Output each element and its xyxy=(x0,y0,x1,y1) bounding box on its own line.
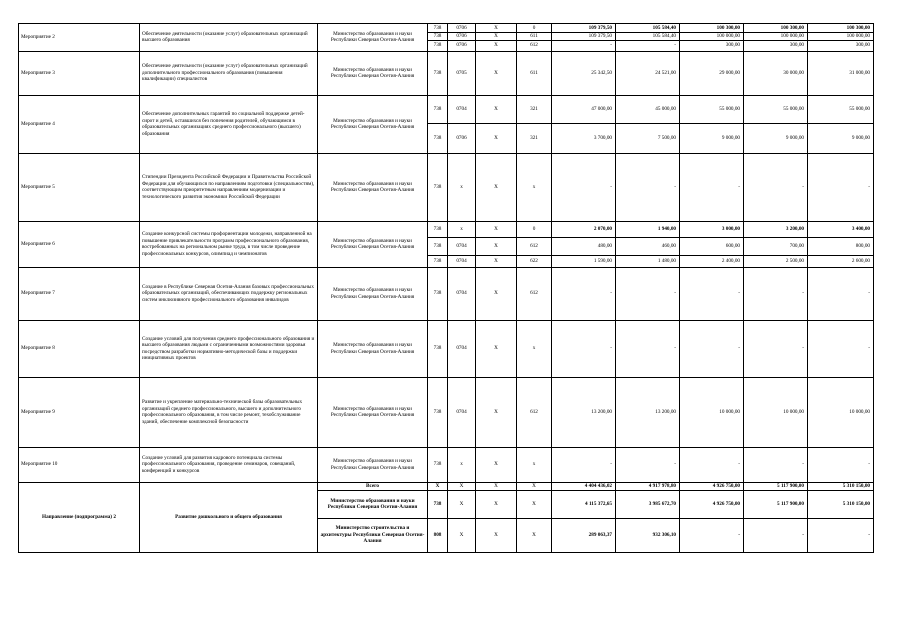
amount-cell: 10 000,00 xyxy=(808,377,874,447)
amount-cell: 4 917 978,80 xyxy=(616,482,680,490)
amount-cell: 3 000,00 xyxy=(680,221,744,237)
activity-name: Мероприятие 9 xyxy=(19,377,140,447)
amount-cell: 105 584,40 xyxy=(616,24,680,33)
code-grbs: 738 xyxy=(428,24,448,33)
code-vr: х xyxy=(517,153,552,221)
table-row xyxy=(19,267,874,320)
code-cs: Х xyxy=(476,490,517,518)
executor: Министерство образования и науки Республики Северная Осетия-Алания xyxy=(318,377,428,447)
code-vr: х xyxy=(517,320,552,377)
activity-description: Создание условий для получения среднего профессионального образования и высшего образования людьми с ограниченными возможностями здоровья посредством разработки нормативно-методической базы и поддержки инициативных проектов xyxy=(140,320,318,377)
code-cs: Х xyxy=(476,33,517,41)
code-grbs: 738 xyxy=(428,447,448,482)
activity-name: Мероприятие 8 xyxy=(19,320,140,377)
code-vr: 612 xyxy=(517,237,552,255)
amount-cell: - xyxy=(680,447,744,482)
code-rz: х xyxy=(448,221,476,237)
executor: Министерство образования и науки Республики Северная Осетия-Алания xyxy=(318,51,428,95)
amount-cell: 29 000,00 xyxy=(680,51,744,95)
code-rz: Х xyxy=(448,482,476,490)
executor: Министерство образования и науки Республики Северная Осетия-Алания xyxy=(318,267,428,320)
amount-cell: - xyxy=(680,320,744,377)
amount-cell: 1 590,00 xyxy=(552,255,616,267)
amount-cell: - xyxy=(744,267,808,320)
activity-description: Создание условий для развития кадрового потенциала системы профессионального образования, проведение семинаров, совещаний, конференций и конкурсов xyxy=(140,447,318,482)
amount-cell: 4 115 372,65 xyxy=(552,490,616,518)
code-cs: Х xyxy=(476,24,517,33)
code-grbs: 738 xyxy=(428,267,448,320)
amount-cell: 5 117 900,00 xyxy=(744,482,808,490)
table-row xyxy=(19,221,874,237)
table-row xyxy=(19,51,874,95)
executor: Министерство строительства и архитектуры Республики Северная Осетия-Алания xyxy=(318,518,428,552)
code-rz: 0706 xyxy=(448,24,476,33)
amount-cell: - xyxy=(744,153,808,221)
code-rz: 0706 xyxy=(448,40,476,51)
amount-cell: 5 117 900,00 xyxy=(744,490,808,518)
amount-cell: - xyxy=(744,518,808,552)
code-rz: 0704 xyxy=(448,267,476,320)
code-grbs: 738 xyxy=(428,123,448,153)
code-rz: 0704 xyxy=(448,255,476,267)
amount-cell: 5 310 150,00 xyxy=(808,482,874,490)
code-grbs: 808 xyxy=(428,518,448,552)
amount-cell: - xyxy=(744,320,808,377)
amount-cell: - xyxy=(680,518,744,552)
amount-cell: 47 000,00 xyxy=(552,95,616,123)
amount-cell: 300,00 xyxy=(808,40,874,51)
amount-cell: 31 000,00 xyxy=(808,51,874,95)
code-cs: Х xyxy=(476,267,517,320)
amount-cell: 289 063,37 xyxy=(552,518,616,552)
amount-cell: - xyxy=(808,518,874,552)
amount-cell: - xyxy=(616,153,680,221)
amount-cell: 9 000,00 xyxy=(744,123,808,153)
amount-cell: 109 379,50 xyxy=(552,33,616,41)
executor: Министерство образования и науки Республики Северная Осетия-Алания xyxy=(318,320,428,377)
amount-cell: 100 300,00 xyxy=(744,24,808,33)
amount-cell: 2 500,00 xyxy=(744,255,808,267)
amount-cell: 4 926 750,00 xyxy=(680,482,744,490)
amount-cell: 600,00 xyxy=(680,237,744,255)
executor: Министерство образования и науки Республики Северная Осетия-Алания xyxy=(318,221,428,267)
activity-name: Мероприятие 5 xyxy=(19,153,140,221)
amount-cell: 10 000,00 xyxy=(744,377,808,447)
budget-table xyxy=(18,23,874,553)
code-vr: х xyxy=(517,447,552,482)
amount-cell: 55 000,00 xyxy=(680,95,744,123)
amount-cell: 9 000,00 xyxy=(808,123,874,153)
amount-cell: - xyxy=(616,447,680,482)
amount-cell: - xyxy=(616,320,680,377)
amount-cell: - xyxy=(552,267,616,320)
amount-cell: - xyxy=(616,267,680,320)
code-vr: 321 xyxy=(517,123,552,153)
code-vr: Х xyxy=(517,482,552,490)
amount-cell: 300,00 xyxy=(744,40,808,51)
amount-cell: 109 379,50 xyxy=(552,24,616,33)
amount-cell: 1 940,00 xyxy=(616,221,680,237)
code-vr: Х xyxy=(517,490,552,518)
amount-cell: 55 000,00 xyxy=(808,95,874,123)
code-grbs: 738 xyxy=(428,320,448,377)
code-grbs: 738 xyxy=(428,40,448,51)
amount-cell: - xyxy=(680,153,744,221)
amount-cell: - xyxy=(616,40,680,51)
activity-description: Обеспечение дополнительных гарантий по социальной поддержке детей-сирот и детей, оставшихся без попечения родителей, обучающимся в образовательных организациях среднего профессионального (высшего) образования xyxy=(140,95,318,153)
direction-description: Развитие дошкольного и общего образования xyxy=(140,482,318,552)
amount-cell: 55 000,00 xyxy=(744,95,808,123)
code-cs: Х xyxy=(476,255,517,267)
code-rz: Х xyxy=(448,518,476,552)
executor: Всего xyxy=(318,482,428,490)
table-row xyxy=(19,320,874,377)
table-row xyxy=(19,153,874,221)
code-cs: Х xyxy=(476,518,517,552)
activity-description: Стипендии Президента Российской Федерации и Правительства Российской Федерации для обучающихся по направлениям подготовки (специальностям), соответствующим приоритетным направлениям модернизации и технологического развития экономики Российской Федерации xyxy=(140,153,318,221)
code-cs: Х xyxy=(476,123,517,153)
executor: Министерство образования и науки Республики Северная Осетия-Алания xyxy=(318,447,428,482)
amount-cell: 10 000,00 xyxy=(680,377,744,447)
amount-cell: 700,00 xyxy=(744,237,808,255)
activity-name: Мероприятие 10 xyxy=(19,447,140,482)
code-vr: 611 xyxy=(517,51,552,95)
code-vr: 622 xyxy=(517,255,552,267)
amount-cell: - xyxy=(552,40,616,51)
code-cs: Х xyxy=(476,447,517,482)
amount-cell: 3 200,00 xyxy=(744,221,808,237)
amount-cell: 3 985 672,70 xyxy=(616,490,680,518)
code-grbs: 738 xyxy=(428,221,448,237)
code-vr: 612 xyxy=(517,40,552,51)
amount-cell: 460,00 xyxy=(616,237,680,255)
table-row xyxy=(19,24,874,33)
amount-cell: 2 600,00 xyxy=(808,255,874,267)
amount-cell: 300,00 xyxy=(680,40,744,51)
amount-cell: - xyxy=(808,320,874,377)
amount-cell: 2 070,00 xyxy=(552,221,616,237)
amount-cell: 105 584,40 xyxy=(616,33,680,41)
amount-cell: 2 400,00 xyxy=(680,255,744,267)
code-vr: 0 xyxy=(517,221,552,237)
activity-name: Мероприятие 3 xyxy=(19,51,140,95)
amount-cell: 3 700,00 xyxy=(552,123,616,153)
code-grbs: 738 xyxy=(428,237,448,255)
code-rz: 0704 xyxy=(448,377,476,447)
code-vr: 321 xyxy=(517,95,552,123)
table-row xyxy=(19,377,874,447)
code-grbs: 738 xyxy=(428,377,448,447)
amount-cell: 480,00 xyxy=(552,237,616,255)
amount-cell: 1 480,00 xyxy=(616,255,680,267)
code-cs: Х xyxy=(476,482,517,490)
code-rz: х xyxy=(448,447,476,482)
code-grbs: 738 xyxy=(428,153,448,221)
table-row xyxy=(19,95,874,123)
amount-cell: - xyxy=(552,153,616,221)
code-vr: Х xyxy=(517,518,552,552)
amount-cell: 30 000,00 xyxy=(744,51,808,95)
amount-cell: 5 310 150,00 xyxy=(808,490,874,518)
direction-name: Направление (подпрограмма) 2 xyxy=(19,482,140,552)
code-rz: 0704 xyxy=(448,320,476,377)
code-vr: 611 xyxy=(517,33,552,41)
code-cs: Х xyxy=(476,221,517,237)
amount-cell: - xyxy=(552,320,616,377)
amount-cell: 100 300,00 xyxy=(680,24,744,33)
executor: Министерство образования и науки Республики Северная Осетия-Алания xyxy=(318,24,428,52)
activity-description: Развитие и укрепление материально-технической базы образовательных организаций среднего профессионального, высшего и дополнительного профессионального образования, в том числе ремонт, техобслуживание зданий, обеспечение комплексной безопасности xyxy=(140,377,318,447)
amount-cell: 13 200,00 xyxy=(616,377,680,447)
amount-cell: 100 300,00 xyxy=(808,24,874,33)
amount-cell: 25 342,50 xyxy=(552,51,616,95)
amount-cell: - xyxy=(744,447,808,482)
activity-description: Создание конкурсной системы профориентации молодежи, направленной на повышение привлекательности программ профессионального образования, востребованных на региональном рынке труда, в том числе проведение профессиональных конкурсов, олимпиад и чемпионатов xyxy=(140,221,318,267)
code-cs: Х xyxy=(476,51,517,95)
amount-cell: 100 000,00 xyxy=(744,33,808,41)
amount-cell: 3 400,00 xyxy=(808,221,874,237)
activity-description: Создание в Республике Северная Осетия-Алания базовых профессиональных образовательных организаций, обеспечивающих поддержку региональных систем инклюзивного профессионального образования инвалидов xyxy=(140,267,318,320)
amount-cell: - xyxy=(808,267,874,320)
code-cs: Х xyxy=(476,320,517,377)
code-grbs: Х xyxy=(428,482,448,490)
executor: Министерство образования и науки Республики Северная Осетия-Алания xyxy=(318,153,428,221)
activity-description: Обеспечение деятельности (оказание услуг) образовательных организаций дополнительного профессионального образования (повышения квалификации) специалистов xyxy=(140,51,318,95)
amount-cell: - xyxy=(680,267,744,320)
code-rz: х xyxy=(448,153,476,221)
amount-cell: 45 000,00 xyxy=(616,95,680,123)
code-vr: 0 xyxy=(517,24,552,33)
amount-cell: - xyxy=(808,447,874,482)
code-vr: 612 xyxy=(517,377,552,447)
table-row xyxy=(19,482,874,490)
code-rz: 0704 xyxy=(448,95,476,123)
code-rz: 0705 xyxy=(448,51,476,95)
code-cs: Х xyxy=(476,153,517,221)
code-grbs: 738 xyxy=(428,490,448,518)
activity-name: Мероприятие 7 xyxy=(19,267,140,320)
amount-cell: 4 404 436,02 xyxy=(552,482,616,490)
code-grbs: 738 xyxy=(428,51,448,95)
code-grbs: 738 xyxy=(428,33,448,41)
executor: Министерство образования и науки Республики Северная Осетия-Алания xyxy=(318,490,428,518)
code-grbs: 738 xyxy=(428,95,448,123)
code-rz: Х xyxy=(448,490,476,518)
code-cs: Х xyxy=(476,377,517,447)
amount-cell: 7 500,00 xyxy=(616,123,680,153)
code-cs: Х xyxy=(476,237,517,255)
activity-name: Мероприятие 6 xyxy=(19,221,140,267)
amount-cell: 100 000,00 xyxy=(808,33,874,41)
code-vr: 612 xyxy=(517,267,552,320)
amount-cell: 100 000,00 xyxy=(680,33,744,41)
amount-cell: 4 926 750,00 xyxy=(680,490,744,518)
amount-cell: - xyxy=(552,447,616,482)
table-row xyxy=(19,447,874,482)
amount-cell: 9 000,00 xyxy=(680,123,744,153)
executor: Министерство образования и науки Республики Северная Осетия-Алания xyxy=(318,95,428,153)
code-grbs: 738 xyxy=(428,255,448,267)
amount-cell: 24 521,00 xyxy=(616,51,680,95)
amount-cell: 13 200,00 xyxy=(552,377,616,447)
code-rz: 0706 xyxy=(448,33,476,41)
code-rz: 0704 xyxy=(448,237,476,255)
code-cs: Х xyxy=(476,40,517,51)
code-cs: Х xyxy=(476,95,517,123)
activity-name: Мероприятие 4 xyxy=(19,95,140,153)
code-rz: 0706 xyxy=(448,123,476,153)
amount-cell: 800,00 xyxy=(808,237,874,255)
amount-cell: 932 306,10 xyxy=(616,518,680,552)
activity-description: Обеспечение деятельности (оказание услуг) образовательных организаций высшего образования xyxy=(140,24,318,52)
activity-name: Мероприятие 2 xyxy=(19,24,140,52)
amount-cell: - xyxy=(808,153,874,221)
